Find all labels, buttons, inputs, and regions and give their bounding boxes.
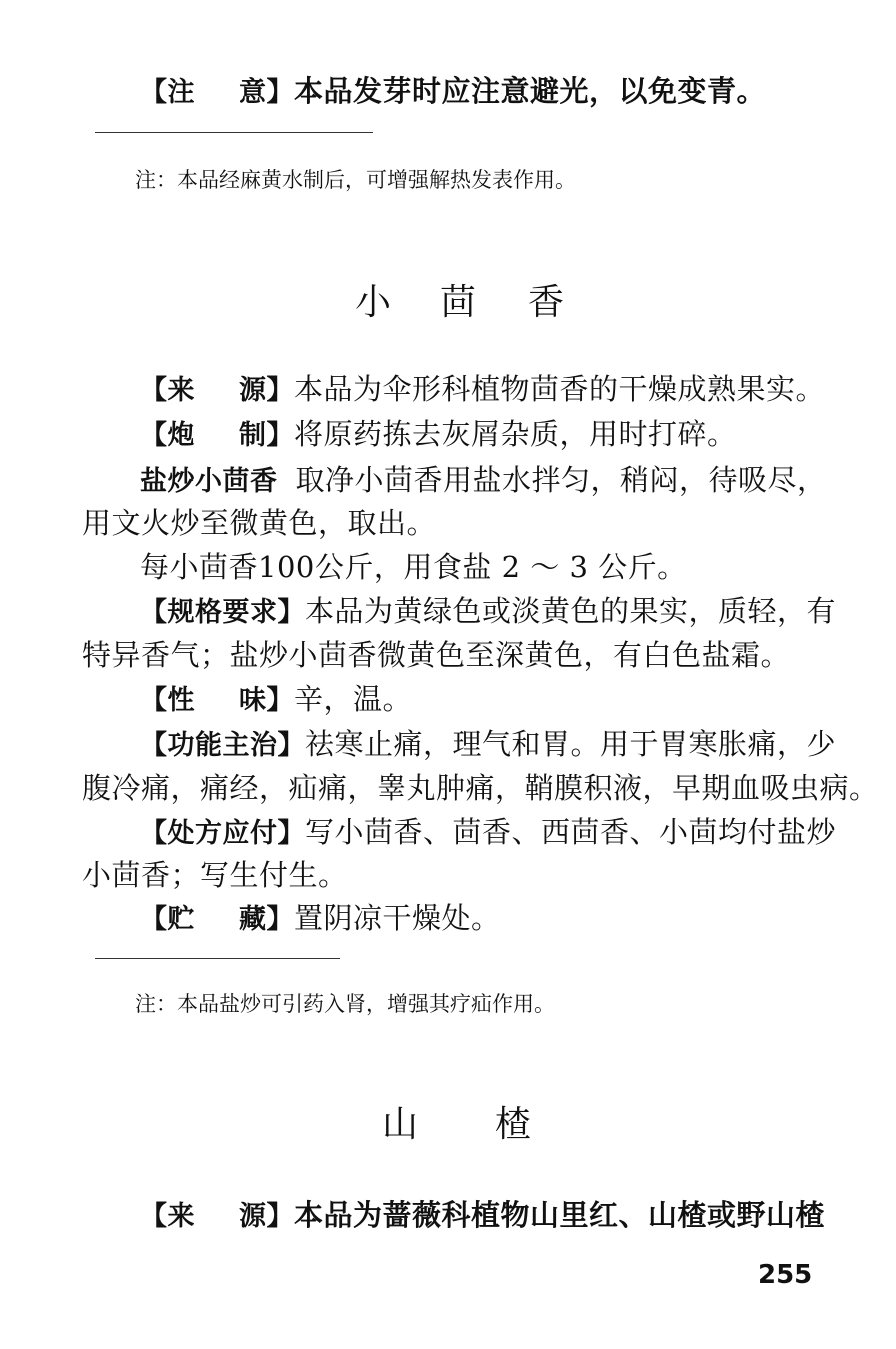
taste-text: 辛，温。 xyxy=(294,682,413,716)
caution-line xyxy=(140,74,896,110)
function-line-1 xyxy=(140,727,896,763)
shanzha-source-line xyxy=(140,1198,896,1234)
salt-fried-name: 盐炒小茴香 xyxy=(140,466,278,497)
salt-fried-text-1: 取净小茴香用盐水拌匀，稍闷，待吸尽， xyxy=(295,463,827,497)
section-title-char-3: 香 xyxy=(528,282,565,323)
caution-text: 本品发芽时应注意避光，以免变青。 xyxy=(294,74,767,108)
shanzha-source-label-open: 【来 xyxy=(140,1201,195,1232)
spec-label: 【规格要求】 xyxy=(140,597,305,628)
prescription-line-2: 小茴香；写生付生。 xyxy=(82,858,348,892)
spec-line-2: 特异香气；盐炒小茴香微黄色至深黄色，有白色盐霜。 xyxy=(82,638,791,672)
ratio-line: 每小茴香100公斤，用食盐 2 ～ 3 公斤。 xyxy=(140,550,687,584)
function-label: 【功能主治】 xyxy=(140,730,305,761)
note-divider-2 xyxy=(95,958,340,959)
preparation-line xyxy=(140,417,896,453)
prep-label-close: 制】 xyxy=(239,420,294,451)
taste-label-close: 味】 xyxy=(239,685,294,716)
section-title-char-2: 茴 xyxy=(440,282,477,323)
prescription-line-1 xyxy=(140,815,896,851)
storage-label-close: 藏】 xyxy=(239,904,294,935)
salt-fried-line-1 xyxy=(140,463,896,499)
note-divider xyxy=(95,132,373,133)
prep-text: 将原药拣去灰屑杂质，用时打碎。 xyxy=(294,417,737,451)
spec-line-1 xyxy=(140,594,896,630)
taste-label-open: 【性 xyxy=(140,685,195,716)
source-text: 本品为伞形科植物茴香的干燥成熟果实。 xyxy=(294,372,826,406)
prescription-label: 【处方应付】 xyxy=(140,818,305,849)
storage-label-open: 【贮 xyxy=(140,904,195,935)
taste-line xyxy=(140,682,896,718)
function-line-2: 腹冷痛，痛经，疝痛，睾丸肿痛，鞘膜积液，早期血吸虫病。 xyxy=(82,771,879,805)
shanzha-source-label-close: 源】 xyxy=(239,1201,294,1232)
section2-title-char-1: 山 xyxy=(382,1104,419,1145)
section-title-char-1: 小 xyxy=(355,282,392,323)
prep-label-open: 【炮 xyxy=(140,420,195,451)
footnote-top: 注：本品经麻黄水制后，可增强解热发表作用。 xyxy=(135,168,576,192)
spec-text-1: 本品为黄绿色或淡黄色的果实，质轻，有 xyxy=(305,594,837,628)
source-label-open: 【来 xyxy=(140,375,195,406)
prescription-text-1: 写小茴香、茴香、西茴香、小茴均付盐炒 xyxy=(305,815,837,849)
salt-fried-line-2: 用文火炒至微黄色，取出。 xyxy=(82,506,437,540)
function-text-1: 祛寒止痛，理气和胃。用于胃寒胀痛，少 xyxy=(305,727,837,761)
shanzha-source-text: 本品为蔷薇科植物山里红、山楂或野山楂 xyxy=(294,1198,826,1232)
caution-label-close: 意】 xyxy=(239,77,294,108)
caution-label-open: 【注 xyxy=(140,77,195,108)
storage-text: 置阴凉干燥处。 xyxy=(294,901,501,935)
storage-line xyxy=(140,901,896,937)
source-line xyxy=(140,372,896,408)
source-label-close: 源】 xyxy=(239,375,294,406)
footnote-xiaohuixiang: 注：本品盐炒可引药入肾，增强其疗疝作用。 xyxy=(135,992,555,1016)
section2-title-char-2: 楂 xyxy=(495,1104,532,1145)
page-number: 255 xyxy=(758,1260,813,1290)
